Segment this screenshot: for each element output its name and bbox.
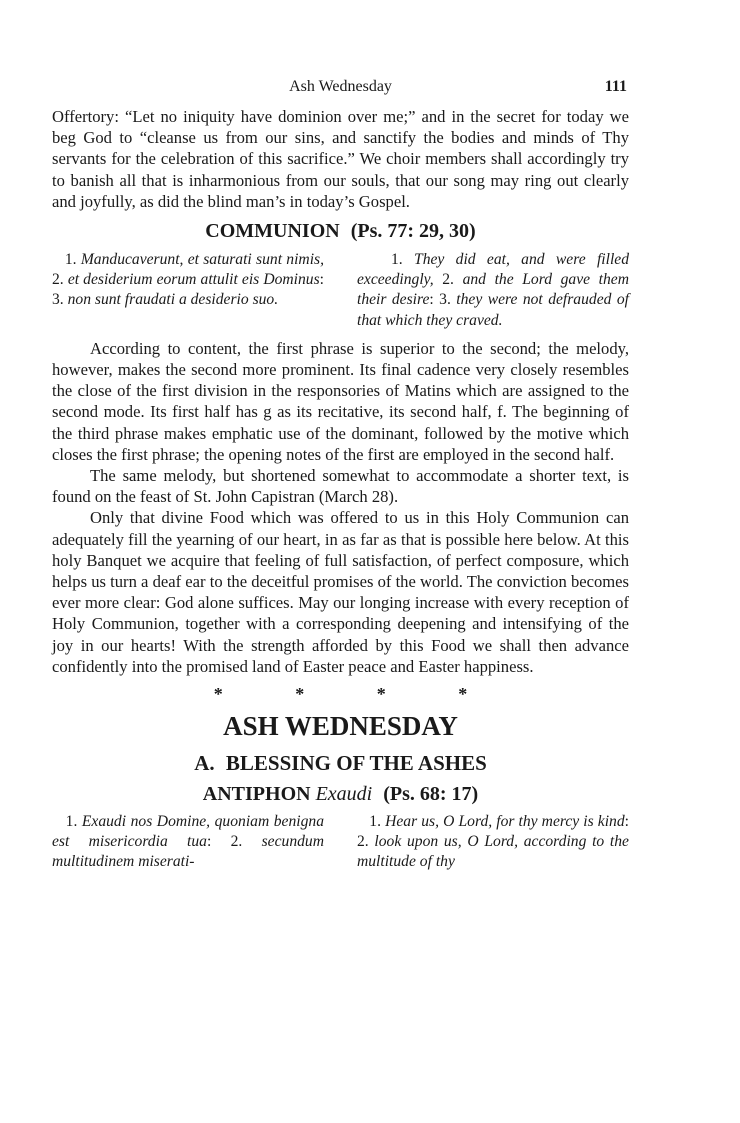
communion-reference: (Ps. 77: 29, 30) [350,220,476,243]
antiphon-incipit: Exaudi [315,783,373,806]
antiphon-reference: (Ps. 68: 17) [383,783,479,806]
verse-number: 3. [52,291,64,309]
antiphon-text-columns [52,812,629,873]
communion-english-text: 1. They did eat, and were filled exceedingly, 2. and the Lord gave them their desire: 3. they were not defrauded of that which they craved. [357,251,629,329]
offertory-paragraph: Offertory: “Let no iniquity have dominion over me;” and in the secret for today we beg God to “cleanse us from our sins, and sanctify the bodies and minds of Thy servants for the celebration of this sacrifice.” We choir members shall accordingly try to banish all that is inharmonious from our souls, that our song may ring out clearly and joyfully, as did the blind man’s in today’s Gospel. [52,107,629,211]
english-verse-2: look upon us, O Lord, according to the multitude of thy [357,833,629,871]
section-separator: * * * * [213,684,502,705]
antiphon-label: ANTIPHON [202,783,311,806]
commentary-paragraph: According to content, the first phrase is superior to the second; the melody, however, makes the second more prominent. Its final cadence very closely resembles the close of the first division in the responsories of Matins which are assigned to the second mode. Its first half has g as its recitative, its second half, f. The beginning of the third phrase makes emphatic use of the dominant, followed by the motive which closes the first phrase; the opening notes of the first are employed in the second half. [52,338,629,464]
english-verse-3: they were not defrauded of that which they craved. [357,291,629,329]
page-number: 111 [604,78,627,95]
latin-verse-3: non sunt fraudati a desiderio suo. [67,291,279,309]
section-heading [52,749,629,777]
commentary-paragraph: Only that divine Food which was offered to us in this Holy Communion can adequately fill the yearning of our heart, in as far as that is possible here below. At this holy Banquet we acquire that feeling of full satisfaction, of perfect composure, which helps us turn a deaf ear to the deceitful promises of the world. The conviction becomes ever more clear: God alone suffices. May our longing increase with every reception of Holy Communion, together with a corresponding deepening and intensifying of the joy in our hearts! With the strength afforded by this Food we shall then advance confidently into the promised land of Easter peace and Easter happiness. [52,508,629,676]
verse-number: 2. [357,833,369,851]
latin-verse-2: et desiderium eorum attulit eis Dominus [67,271,320,289]
verse-number: 2. [230,833,243,851]
latin-verse-2: secundum multitudinem miserati- [52,833,324,871]
commentary-paragraph: The same melody, but shortened somewhat to accommodate a shorter text, is found on the feast of St. John Capistran (March 28). [52,466,629,507]
latin-verse-1: Exaudi nos Domine, quoniam benigna est misericordia tua [52,813,324,851]
verse-number: 3. [439,291,451,309]
verse-number: 2. [52,271,64,289]
running-head-title: Ash Wednesday [289,78,392,95]
verse-number: 2. [442,271,454,289]
antiphon-english-text: 1. Hear us, O Lord, for thy mercy is kind: 2. look upon us, O Lord, according to the multitude of thy [357,813,629,871]
english-verse-1: They did eat, and were filled exceedingly, [357,251,629,289]
verse-number: 1. [390,251,403,269]
book-page [52,76,629,880]
verse-number: 1. [65,813,78,831]
communion-text-columns [52,250,629,331]
section-title: BLESSING OF THE ASHES [225,751,487,776]
verse-number: 1. [64,251,77,269]
english-verse-2: and the Lord gave them their desire [357,271,629,309]
verse-number: 1. [369,813,381,831]
communion-heading [52,218,629,244]
communion-title: COMMUNION [205,220,340,243]
communion-latin-text: 1. Manducaverunt, et saturati sunt nimis, 2. et desiderium eorum attulit eis Dominus: 3. non sunt fraudati a desiderio suo. [52,251,324,309]
section-letter: A. [194,751,215,776]
antiphon-heading [52,781,629,808]
latin-verse-1: Manducaverunt, et saturati sunt nimis, [80,251,324,269]
ash-wednesday-title: ASH WEDNESDAY [223,711,458,742]
running-head [52,76,629,100]
antiphon-latin-text: 1. Exaudi nos Domine, quoniam benigna est misericordia tua: 2. secundum multitudinem miserati- [52,813,324,871]
english-verse-1: Hear us, O Lord, for thy mercy is kind [385,813,625,831]
